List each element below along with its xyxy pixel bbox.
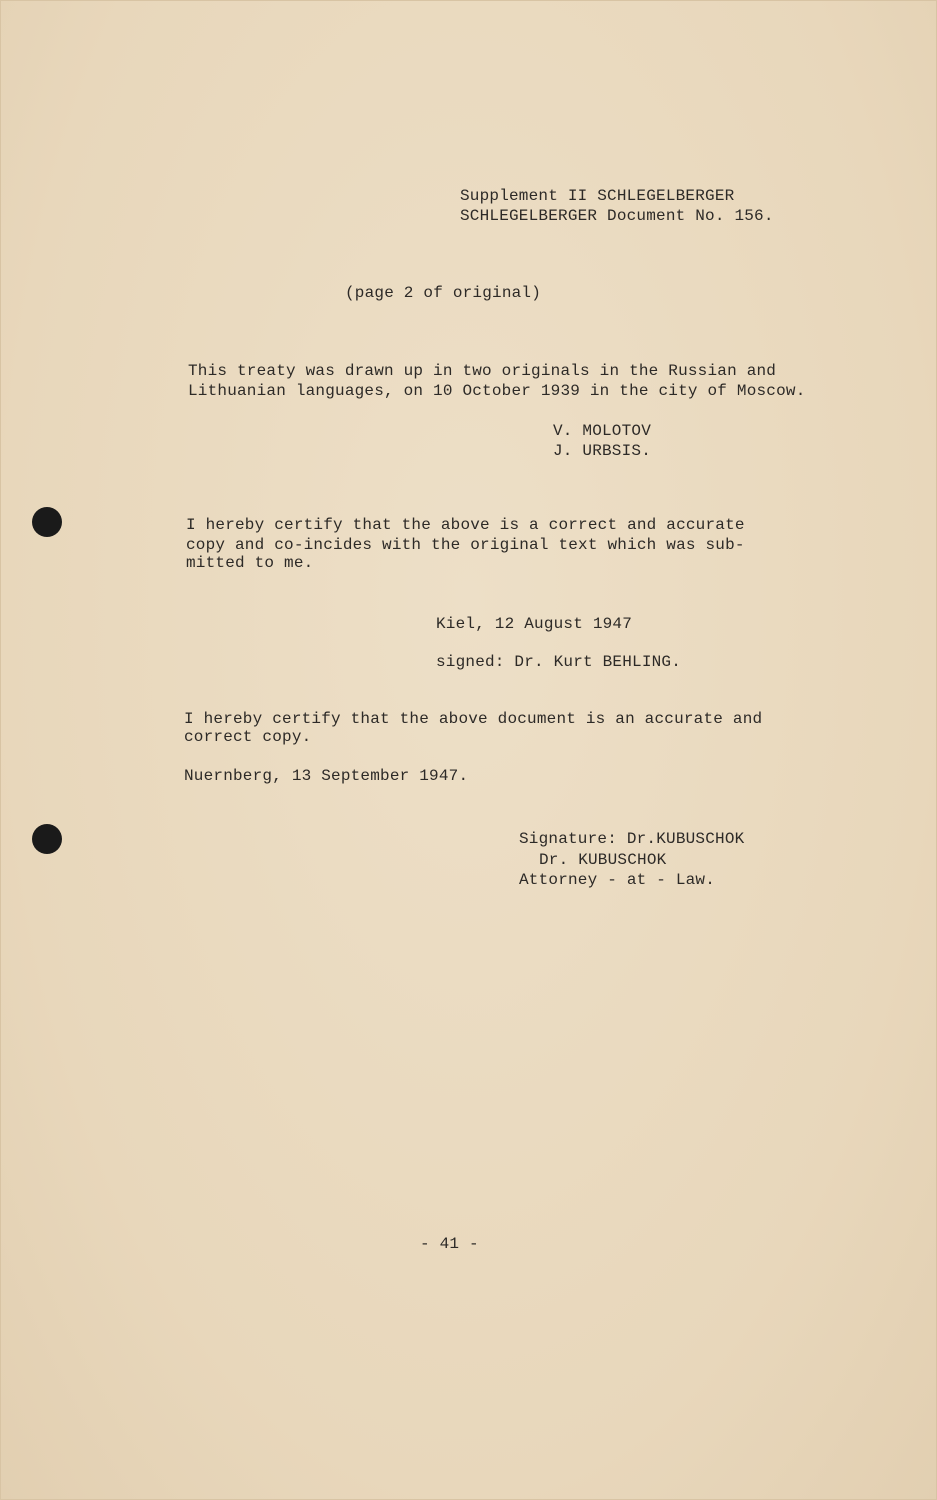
punch-hole-bottom (32, 824, 62, 854)
final-signature-title: Attorney - at - Law. (519, 871, 716, 889)
treaty-text-line-2: Lithuanian languages, on 10 October 1939 in the city of Moscow. (188, 382, 806, 400)
treaty-text-line-1: This treaty was drawn up in two originals in the Russian and (188, 362, 777, 380)
certification-2-line-1: I hereby certify that the above document is an accurate and (184, 710, 763, 728)
header-line-2: SCHLEGELBERGER Document No. 156. (460, 207, 774, 225)
punch-hole-top (32, 507, 62, 537)
final-signature-label: Signature: Dr.KUBUSCHOK (519, 830, 745, 848)
page-note: (page 2 of original) (345, 284, 542, 302)
place-date-nuernberg: Nuernberg, 13 September 1947. (184, 767, 469, 785)
treaty-signatory-1: V. MOLOTOV (553, 422, 652, 440)
certification-1-line-3: mitted to me. (186, 554, 314, 572)
place-date-kiel: Kiel, 12 August 1947 (436, 615, 633, 633)
header-line-1: Supplement II SCHLEGELBERGER (460, 187, 735, 205)
certification-1-line-2: copy and co-incides with the original text which was sub- (186, 536, 745, 554)
certification-2-line-2: correct copy. (184, 728, 312, 746)
final-signature-name: Dr. KUBUSCHOK (539, 851, 667, 869)
signed-behling: signed: Dr. Kurt BEHLING. (436, 653, 682, 671)
treaty-signatory-2: J. URBSIS. (553, 442, 652, 460)
certification-1-line-1: I hereby certify that the above is a correct and accurate (186, 516, 745, 534)
page-number: - 41 - (420, 1235, 479, 1253)
